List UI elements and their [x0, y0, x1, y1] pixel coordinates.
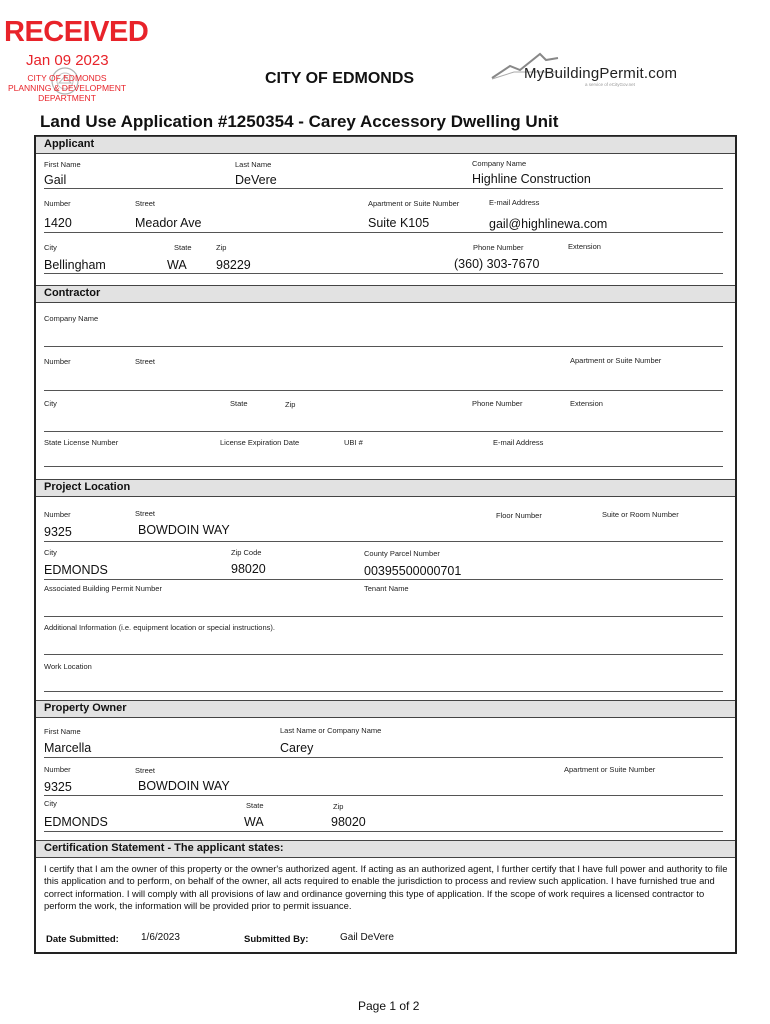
- applicant-section-header: [36, 136, 735, 154]
- applicant-zip: 98229: [216, 258, 251, 272]
- applicant-state-label: State: [174, 243, 192, 252]
- project-work-location-label: Work Location: [44, 662, 92, 671]
- owner-number: 9325: [44, 780, 72, 794]
- stamp-line-3: DEPARTMENT: [38, 93, 96, 103]
- contractor-company-label: Company Name: [44, 314, 99, 323]
- owner-city-label: City: [44, 799, 57, 808]
- project-assoc-permit-label: Associated Building Permit Number: [44, 584, 162, 593]
- logo-text: MyBuildingPermit.com: [524, 65, 678, 82]
- mybuildingpermit-logo: [490, 52, 678, 92]
- applicant-zip-label: Zip: [216, 243, 227, 252]
- project-street: BOWDOIN WAY: [138, 523, 230, 537]
- project-zip-label: Zip Code: [231, 548, 262, 557]
- project-parcel-label: County Parcel Number: [364, 549, 440, 558]
- owner-apt-label: Apartment or Suite Number: [564, 765, 656, 774]
- applicant-email: gail@highlinewa.com: [489, 217, 608, 231]
- contractor-section-header: [36, 285, 735, 303]
- date-submitted-value: 1/6/2023: [141, 932, 180, 943]
- applicant-apt: Suite K105: [368, 216, 430, 230]
- submitted-by-label: Submitted By:: [244, 934, 309, 945]
- project-city: EDMONDS: [44, 563, 108, 577]
- applicant-street: Meador Ave: [135, 216, 202, 230]
- certification-statement: I certify that I am the owner of this property or the owner's authorized agent. If acting as an authorized agent, I further certify that I have full power and authority to file this application and to perform, on behalf of the owner, all acts required to enable the jurisdiction to process and review such application. I have furnished true and correct information. I will comply with all provisions of law and ordinance governing this type of application. If the scope of work requires a licensed contractor to perform the work, the information will be provided prior to permit issuance.: [44, 863, 728, 912]
- logo-tagline: a service of eCityGov.net: [585, 82, 635, 87]
- contractor-row3-line: [44, 431, 723, 432]
- date-submitted-label: Date Submitted:: [46, 934, 119, 945]
- city-title: CITY OF EDMONDS: [265, 70, 415, 87]
- applicant-extension-label: Extension: [568, 242, 601, 251]
- stamp-line-1: CITY OF EDMONDS: [27, 73, 107, 83]
- stamp-line-2: PLANNING & DEVELOPMENT: [7, 83, 127, 93]
- contractor-number-label: Number: [44, 357, 71, 366]
- project-suite-label: Suite or Room Number: [602, 510, 679, 519]
- project-row4-line: [44, 654, 723, 655]
- applicant-company: Highline Construction: [472, 172, 591, 186]
- owner-last-name: Carey: [280, 741, 314, 755]
- owner-street-label: Street: [135, 766, 156, 775]
- applicant-phone: (360) 303-7670: [454, 257, 540, 271]
- contractor-city-label: City: [44, 399, 57, 408]
- project-section-title: Project Location: [44, 481, 131, 493]
- owner-city: EDMONDS: [44, 815, 108, 829]
- project-city-label: City: [44, 548, 57, 557]
- stamp-department: [2, 73, 132, 103]
- project-street-label: Street: [135, 509, 156, 518]
- project-row1-line: [44, 541, 723, 542]
- contractor-extension-label: Extension: [570, 399, 603, 408]
- owner-row3-line: [44, 831, 723, 832]
- contractor-state-label: State: [230, 399, 248, 408]
- project-number: 9325: [44, 525, 72, 539]
- applicant-last-name-label: Last Name: [235, 160, 272, 169]
- applicant-city-label: City: [44, 243, 57, 252]
- owner-first-name-label: First Name: [44, 727, 81, 736]
- form-title: Land Use Application #1250354 - Carey Accessory Dwelling Unit: [40, 112, 559, 131]
- applicant-street-label: Street: [135, 199, 156, 208]
- project-number-label: Number: [44, 510, 71, 519]
- owner-zip: 98020: [331, 815, 366, 829]
- contractor-row1-line: [44, 346, 723, 347]
- contractor-license-label: State License Number: [44, 438, 119, 447]
- applicant-number-label: Number: [44, 199, 71, 208]
- owner-zip-label: Zip: [333, 802, 344, 811]
- owner-section-header: [36, 700, 735, 718]
- project-tenant-label: Tenant Name: [364, 584, 409, 593]
- contractor-email-label: E-mail Address: [493, 438, 544, 447]
- applicant-row3-line: [44, 273, 723, 274]
- applicant-section-title: Applicant: [44, 138, 95, 150]
- owner-row1-line: [44, 757, 723, 758]
- owner-street: BOWDOIN WAY: [138, 779, 230, 793]
- owner-last-name-label: Last Name or Company Name: [280, 726, 382, 735]
- applicant-apt-label: Apartment or Suite Number: [368, 199, 460, 208]
- owner-state-label: State: [246, 801, 264, 810]
- applicant-first-name-label: First Name: [44, 160, 81, 169]
- contractor-phone-label: Phone Number: [472, 399, 523, 408]
- project-section-header: [36, 479, 735, 497]
- applicant-phone-label: Phone Number: [473, 243, 524, 252]
- applicant-company-label: Company Name: [472, 159, 527, 168]
- applicant-row1-line: [44, 188, 723, 189]
- owner-state: WA: [244, 815, 264, 829]
- contractor-section-title: Contractor: [44, 287, 101, 299]
- applicant-last-name: DeVere: [235, 173, 277, 187]
- owner-row2-line: [44, 795, 723, 796]
- received-date: Jan 09 2023: [26, 52, 109, 69]
- contractor-license-exp-label: License Expiration Date: [220, 438, 300, 447]
- certification-section-header: [36, 840, 735, 858]
- contractor-zip-label: Zip: [285, 400, 296, 409]
- applicant-state: WA: [167, 258, 187, 272]
- project-floor-label: Floor Number: [496, 511, 542, 520]
- applicant-number: 1420: [44, 216, 72, 230]
- contractor-row2-line: [44, 390, 723, 391]
- project-row5-line: [44, 691, 723, 692]
- project-additional-info-label: Additional Information (i.e. equipment location or special instructions).: [44, 623, 275, 632]
- applicant-city: Bellingham: [44, 258, 106, 272]
- owner-section-title: Property Owner: [44, 702, 127, 714]
- project-row2-line: [44, 579, 723, 580]
- contractor-apt-label: Apartment or Suite Number: [570, 356, 662, 365]
- owner-first-name: Marcella: [44, 741, 92, 755]
- applicant-row2-line: [44, 232, 723, 233]
- project-row3-line: [44, 616, 723, 617]
- page-number: Page 1 of 2: [358, 999, 420, 1013]
- certification-section-title: Certification Statement - The applicant states:: [44, 842, 284, 854]
- contractor-street-label: Street: [135, 357, 156, 366]
- applicant-email-label: E-mail Address: [489, 198, 540, 207]
- project-parcel: 00395500000701: [364, 564, 462, 578]
- applicant-first-name: Gail: [44, 173, 67, 187]
- contractor-ubi-label: UBI #: [344, 438, 363, 447]
- submitted-by-value: Gail DeVere: [340, 932, 394, 943]
- contractor-row4-line: [44, 466, 723, 467]
- owner-number-label: Number: [44, 765, 71, 774]
- project-zip: 98020: [231, 562, 266, 576]
- received-stamp: RECEIVED: [4, 16, 149, 48]
